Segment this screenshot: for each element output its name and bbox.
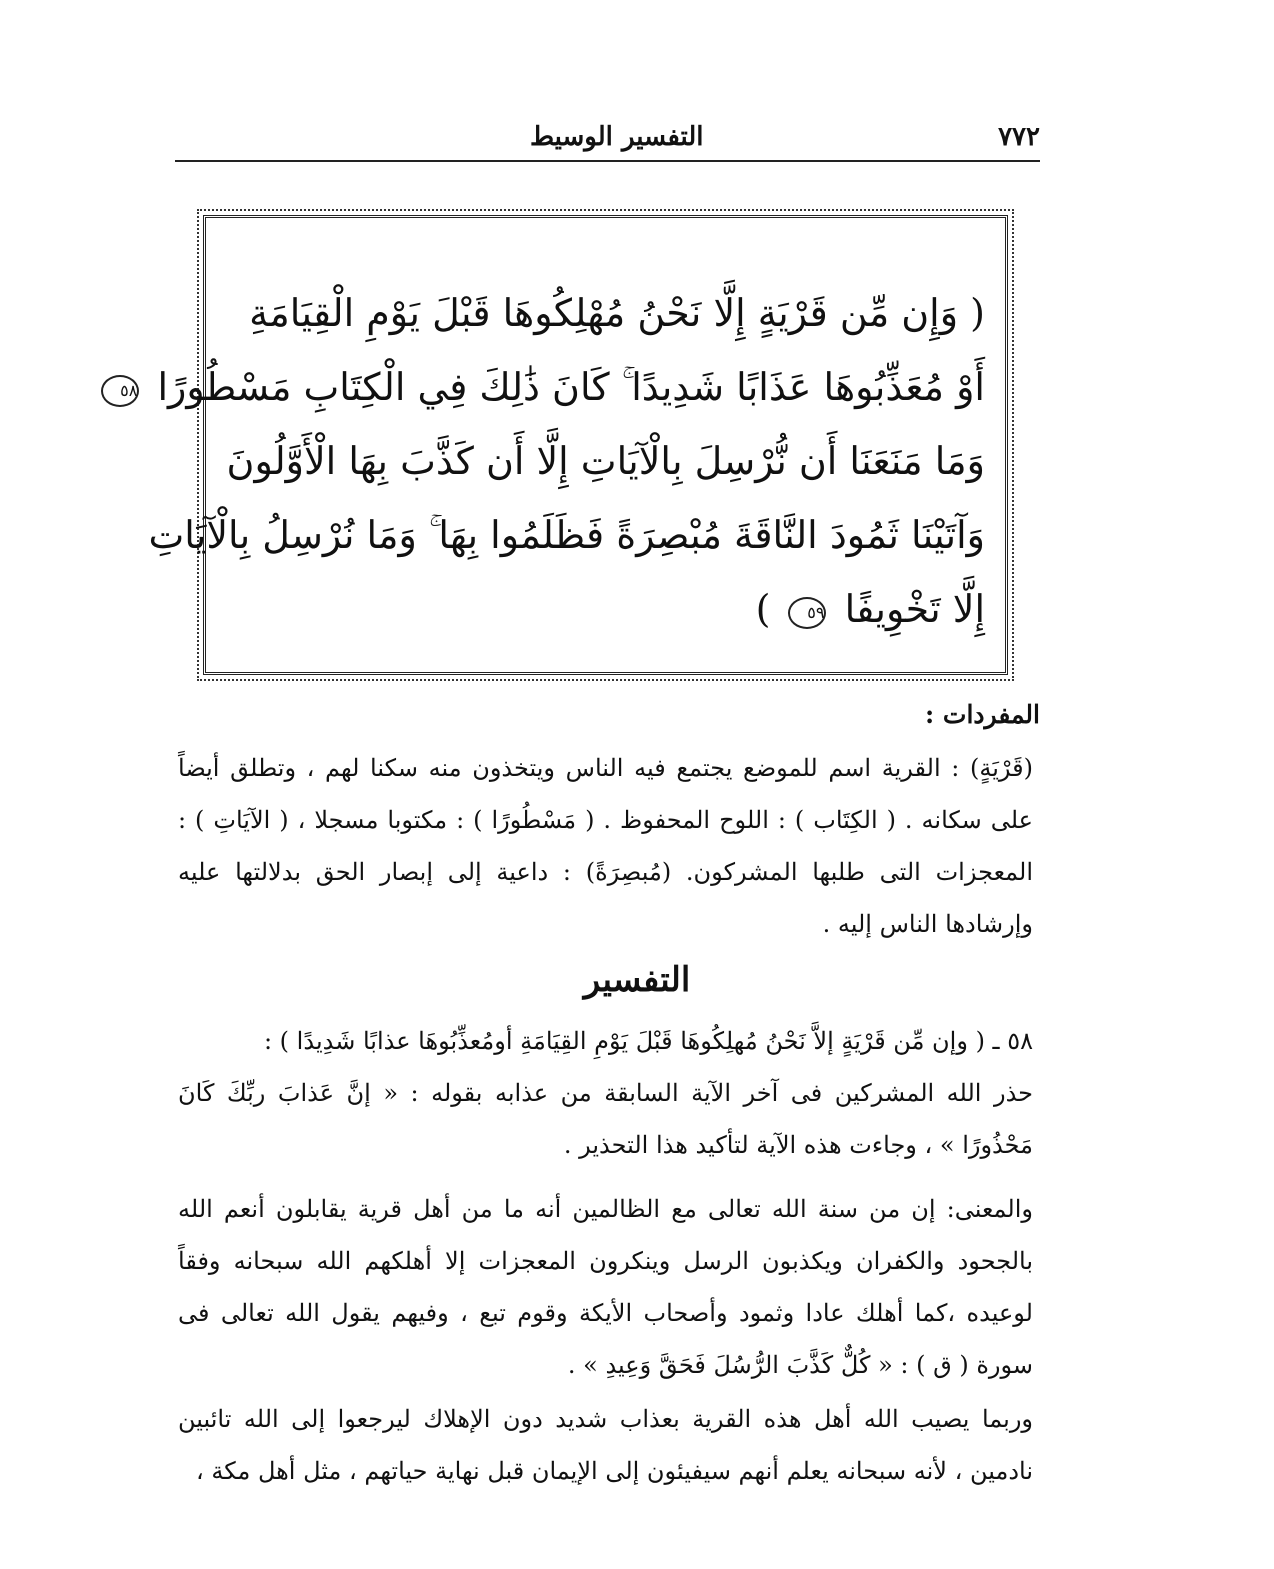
verse-line-2 xyxy=(120,350,985,424)
verse-line-4: وَآتَيْنَا ثَمُودَ النَّاقَةَ مُبْصِرَةً فَظَلَمُوا بِهَا ۚ وَمَا نُرْسِلُ بِالْآيَاتِ xyxy=(148,513,985,557)
tafsir-paragraph-1 xyxy=(178,1015,1033,1171)
running-title: التفسير الوسيط xyxy=(530,122,704,152)
closing-paren: ) xyxy=(755,587,771,631)
verse-line-2-text: أَوْ مُعَذِّبُوهَا عَذَابًا شَدِيدًا ۚ كَانَ ذَٰلِكَ فِي الْكِتَابِ مَسْطُورًا xyxy=(157,365,985,409)
vocab-paragraph xyxy=(178,742,1033,950)
tafsir-heading: التفسير xyxy=(583,960,691,1000)
vocab-heading: المفردات : xyxy=(924,700,1040,729)
page-number: ٧٧٢ xyxy=(998,122,1040,152)
verse-line-1: ( وَإِن مِّن قَرْيَةٍ إِلَّا نَحْنُ مُهْلِكُوهَا قَبْلَ يَوْمِ الْقِيَامَةِ xyxy=(249,291,985,335)
vocab-text: (قَرْيَةٍ) : القرية اسم للموضع يجتمع فيه الناس ويتخذون منه سكنا لهم ، وتطلق أيضاً على سكانه . ( الكِتَاب ) : اللوح المحفوظ . ( مَسْطُورًا ) : مكتوبا مسجلا ، ( الآيَاتِ ) : المعجزات التى طلبها المشركون. (مُبصِرَةً) : داعية إلى إبصار الحق بدلالتها عليه وإرشادها الناس إليه . xyxy=(178,754,1033,938)
tafsir-paragraph-3 xyxy=(178,1393,1033,1497)
quran-verse-text xyxy=(120,276,985,646)
tafsir-paragraph-2 xyxy=(178,1183,1033,1391)
verse-line-5 xyxy=(226,572,985,646)
tafsir-paragraph-2-text: والمعنى: إن من سنة الله تعالى مع الظالمين أنه ما من أهل قرية يقابلون أنعم الله بالجحود والكفران ويكذبون الرسل وينكرون المعجزات إلا أهلكهم الله سبحانه وفقاً لوعيده ،كما أهلك عادا وثمود وأصحاب الأيكة وقوم تبع ، وفيهم يقول الله تعالى فى سورة ( ق ) : « كُلٌّ كَذَّبَ الرُّسُلَ فَحَقَّ وَعِيدِ » . xyxy=(178,1195,1033,1379)
ayah-number-59: ٥٩ xyxy=(788,597,826,629)
verse-line-3: وَمَا مَنَعَنَا أَن نُّرْسِلَ بِالْآيَاتِ إِلَّا أَن كَذَّبَ بِهَا الْأَوَّلُونَ xyxy=(226,439,985,483)
ayah-number-58: ٥٨ xyxy=(101,375,139,407)
quran-verse-frame xyxy=(120,215,1008,675)
tafsir-paragraph-1-text: حذر الله المشركين فى آخر الآية السابقة من عذابه بقوله : « إنَّ عَذابَ ربِّكَ كَانَ مَحْذُورًا » ، وجاءت هذه الآية لتأكيد هذا التحذير . xyxy=(178,1079,1034,1159)
page-header xyxy=(175,118,1040,162)
verse-line-5-text: إِلَّا تَخْوِيفًا xyxy=(844,587,985,631)
tafsir-paragraph-3-text: وربما يصيب الله أهل هذه القرية بعذاب شديد دون الإهلاك ليرجعوا إلى الله تائبين نادمين ، لأنه سبحانه يعلم أنهم سيفيئون إلى الإيمان قبل نهاية حياتهم ، مثل أهل مكة ، xyxy=(178,1405,1033,1485)
tafsir-verse-quote: ٥٨ ـ ( وإن مِّن قَرْيَةٍ إلاَّ نَحْنُ مُهلِكُوهَا قَبْلَ يَوْمِ القِيَامَةِ أومُعذِّبُوهَا عذابًا شَدِيدًا ) : xyxy=(263,1027,1033,1055)
